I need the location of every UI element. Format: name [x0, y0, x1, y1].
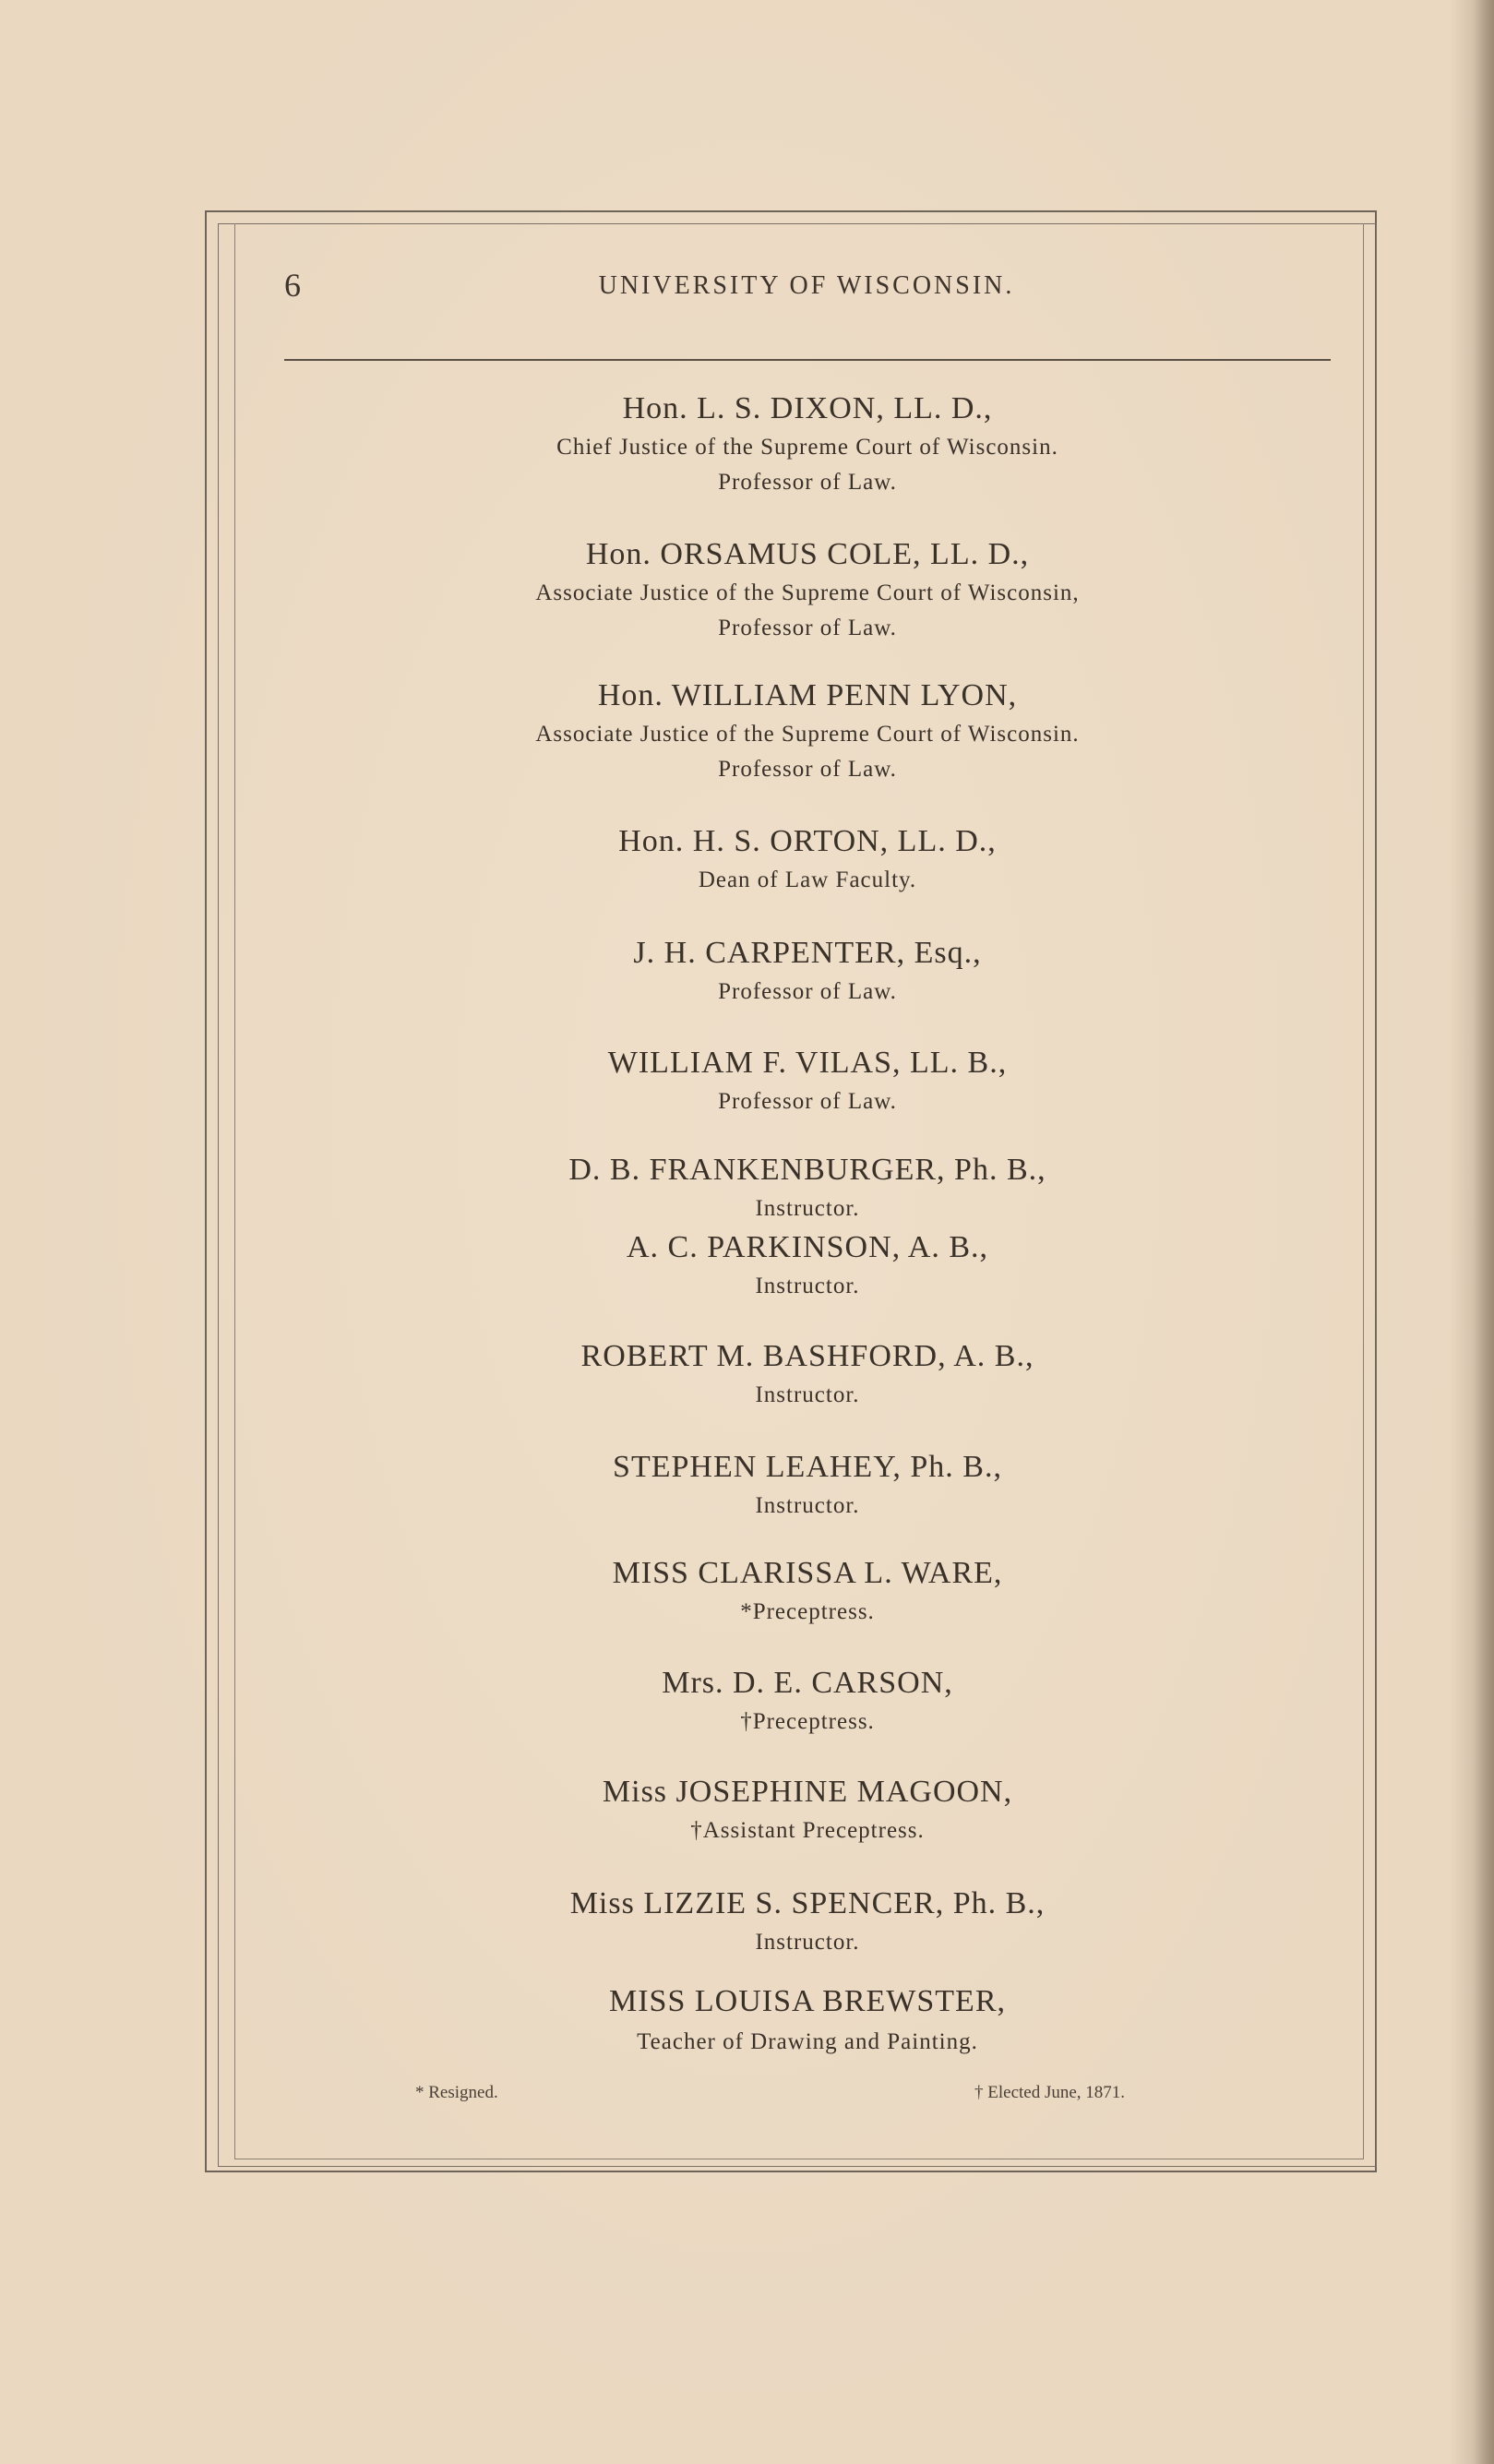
- entry-title: Associate Justice of the Supreme Court of Wisconsin.: [535, 722, 1080, 747]
- entry-name: Hon. H. S. ORTON, LL. D.,: [618, 824, 997, 858]
- entry-title: Chief Justice of the Supreme Court of Wisconsin.: [556, 435, 1058, 460]
- entry-title: †Preceptress.: [740, 1709, 875, 1734]
- page-number: 6: [284, 267, 301, 304]
- entry-title: Instructor.: [755, 1930, 860, 1955]
- entry-title: Instructor.: [755, 1382, 860, 1407]
- entry-title: Professor of Law.: [718, 616, 897, 640]
- entry-title: Professor of Law.: [718, 470, 897, 495]
- entry-name: Mrs. D. E. CARSON,: [662, 1666, 953, 1700]
- entry-name: Miss JOSEPHINE MAGOON,: [602, 1775, 1013, 1809]
- page-border-rule: [234, 223, 1364, 2159]
- page-header: [284, 266, 1329, 303]
- entry-name: STEPHEN LEAHEY, Ph. B.,: [613, 1450, 1002, 1484]
- entry-name: Hon. L. S. DIXON, LL. D.,: [622, 391, 993, 425]
- footnote-elected: † Elected June, 1871.: [974, 2083, 1126, 2102]
- entry-name: J. H. CARPENTER, Esq.,: [633, 936, 982, 970]
- entry-title: Dean of Law Faculty.: [698, 867, 917, 892]
- entry-title: Instructor.: [755, 1493, 860, 1518]
- entry-name: MISS LOUISA BREWSTER,: [609, 1984, 1006, 2018]
- entry-name: MISS CLARISSA L. WARE,: [612, 1556, 1003, 1590]
- entry-title: Teacher of Drawing and Painting.: [637, 2029, 978, 2054]
- entry-name: A. C. PARKINSON, A. B.,: [626, 1230, 989, 1264]
- entry-name: Hon. WILLIAM PENN LYON,: [597, 678, 1018, 712]
- entry-name: D. B. FRANKENBURGER, Ph. B.,: [568, 1153, 1046, 1187]
- entry-title: †Assistant Preceptress.: [690, 1818, 925, 1843]
- entry-title: Instructor.: [755, 1274, 860, 1298]
- page-edge-shadow: [1473, 0, 1494, 2464]
- entry-name: Miss LIZZIE S. SPENCER, Ph. B.,: [569, 1886, 1046, 1920]
- entry-title: *Preceptress.: [740, 1599, 875, 1624]
- entry-title: Professor of Law.: [718, 979, 897, 1004]
- entry-name: WILLIAM F. VILAS, LL. B.,: [607, 1046, 1008, 1080]
- entry-name: ROBERT M. BASHFORD, A. B.,: [580, 1339, 1034, 1373]
- entry-title: Instructor.: [755, 1196, 860, 1221]
- entry-title: Professor of Law.: [718, 1089, 897, 1114]
- header-rule: [284, 359, 1331, 361]
- footnote-resigned: * Resigned.: [415, 2083, 498, 2102]
- running-title: UNIVERSITY OF WISCONSIN.: [598, 271, 1015, 300]
- entry-name: Hon. ORSAMUS COLE, LL. D.,: [585, 537, 1030, 571]
- entry-title: Associate Justice of the Supreme Court of Wisconsin,: [535, 580, 1080, 605]
- entry-title: Professor of Law.: [718, 757, 897, 782]
